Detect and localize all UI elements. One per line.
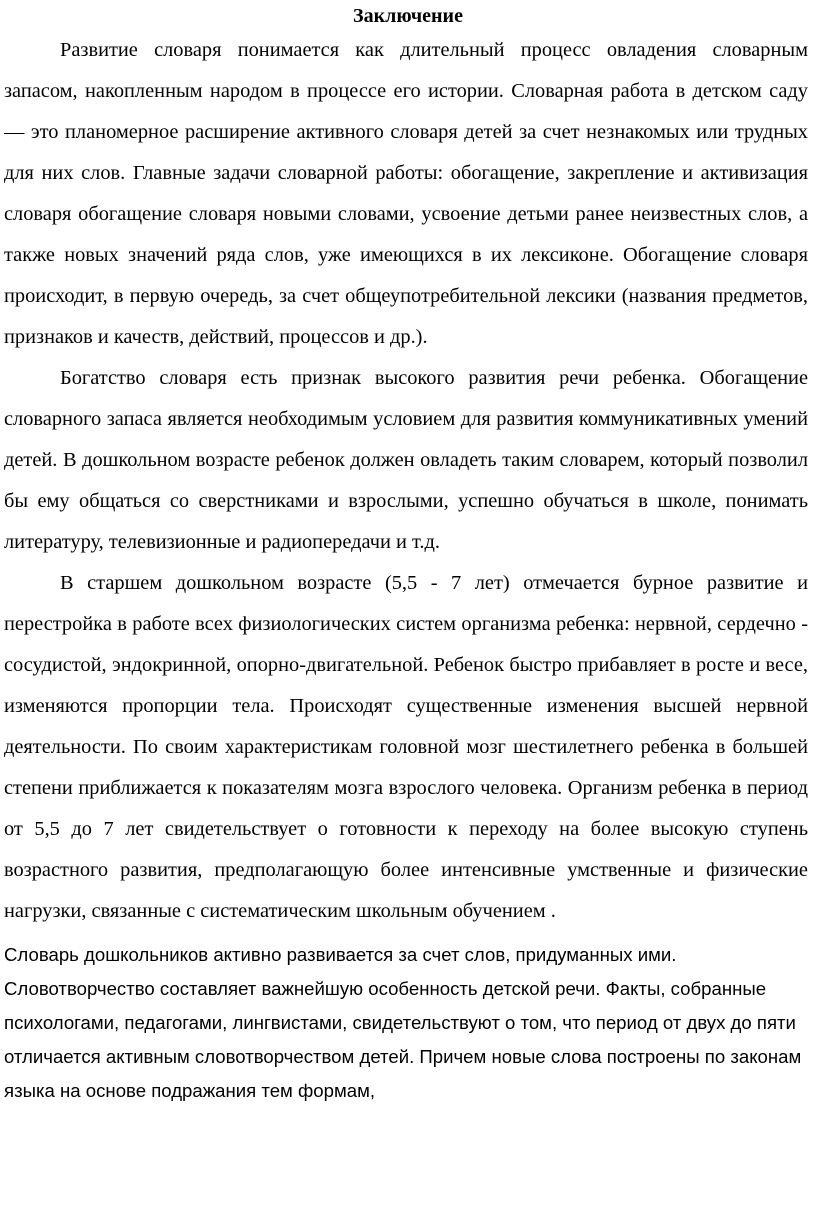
paragraph-vocabulary-richness: Богатство словаря есть признак высокого развития речи ребенка. Обогащение словарного запаса является необходимым условием для развития коммуникативных умений детей. В дошкольном возрасте ребенок должен овладеть таким словарем, который позволил бы ему общаться со сверстниками и взрослыми, успешно обучаться в школе, понимать литературу, телевизионные и радиопередачи и т.д.	[4, 367, 808, 553]
paragraph-senior-preschool-age: В старшем дошкольном возрасте (5,5 - 7 лет) отмечается бурное развитие и перестройка в работе всех физиологических систем организма ребенка: нервной, сердечно - сосудистой, эндокринной, опорно-двигательной. Ребенок быстро прибавляет в росте и весе, изменяются пропорции тела. Происходят существенные изменения высшей нервной деятельности. По своим характеристикам головной мозг шестилетнего ребенка в большей степени приближается к показателям мозга взрослого человека. Организм ребенка в период от 5,5 до 7 лет свидетельствует о готовности к переходу на более высокую ступень возрастного развития, предполагающую более интенсивные умственные и физические нагрузки, связанные с систематическим школьным обучением .	[4, 572, 808, 922]
paragraph-word-creation: Словарь дошкольников активно развивается за счет слов, придуманных ими. Словотворчество составляет важнейшую особенность детской речи. Факты, собранные психологами, педагогами, лингвистами, свидетельствуют о том, что период от двух до пяти отличается активным словотворчеством детей. Причем новые слова построены по законам языка на основе подражания тем формам,	[4, 944, 802, 1101]
word-creation-text	[4, 938, 808, 1108]
main-text	[4, 30, 808, 932]
paragraph-vocabulary-development: Развитие словаря понимается как длительный процесс овладения словарным запасом, накопленным народом в процессе его истории. Словарная работа в детском саду — это планомерное расширение активного словаря детей за счет незнакомых или трудных для них слов. Главные задачи словарной работы: обогащение, закрепление и активизация словаря обогащение словаря новыми словами, усвоение детьми ранее неизвестных слов, а также новых значений ряда слов, уже имеющихся в их лексиконе. Обогащение словаря происходит, в первую очередь, за счет общеупотребительной лексики (названия предметов, признаков и качеств, действий, процессов и др.).	[4, 39, 808, 348]
page-title: Заключение	[353, 5, 463, 27]
